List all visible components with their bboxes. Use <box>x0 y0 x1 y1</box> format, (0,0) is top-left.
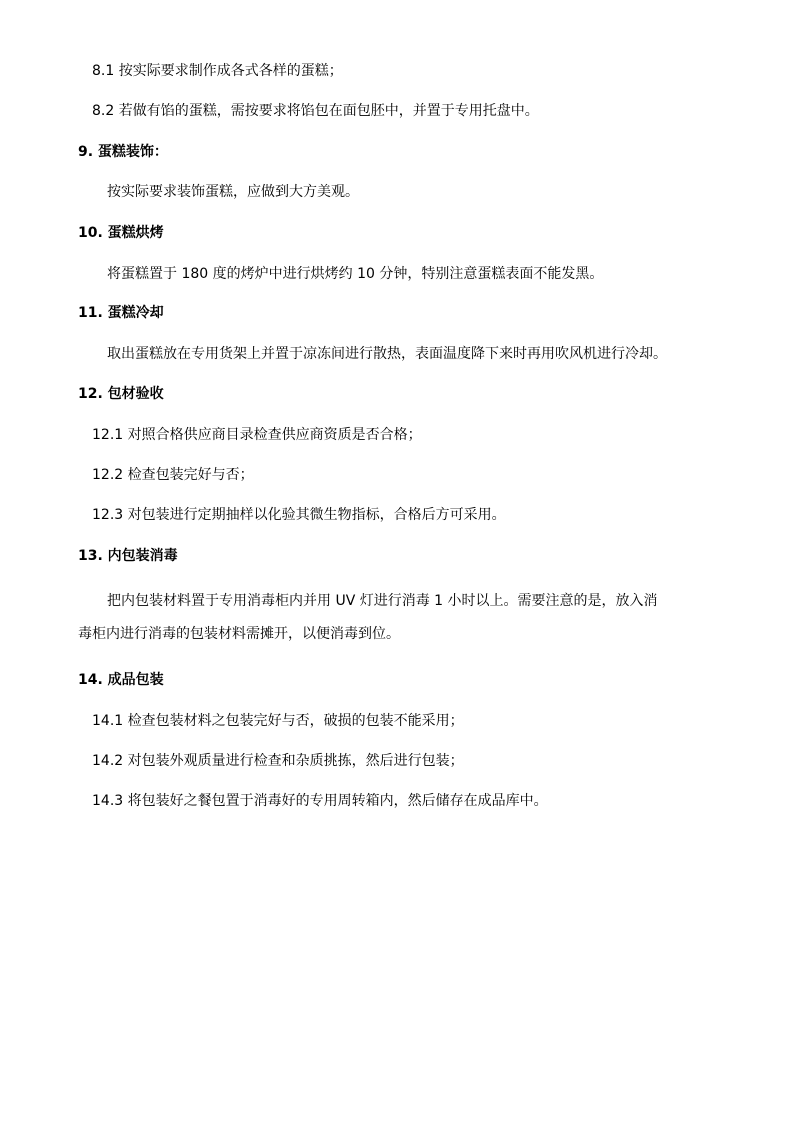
subitem-12-1: 12.1 对照合格供应商目录检查供应商资质是否合格； <box>92 427 422 443</box>
subitem-14-3: 14.3 将包装好之餐包置于消毒好的专用周转箱内，然后储存在成品库中。 <box>92 793 548 809</box>
paragraph-13-line-2: 毒柜内进行消毒的包装材料需摊开，以便消毒到位。 <box>78 626 400 642</box>
paragraph-9: 按实际要求装饰蛋糕，应做到大方美观。 <box>107 184 359 200</box>
section-heading-9: 9. 蛋糕装饰： <box>78 144 168 160</box>
section-heading-10: 10. 蛋糕烘烤 <box>78 225 164 241</box>
subitem-8-2: 8.2 若做有馅的蛋糕，需按要求将馅包在面包胚中，并置于专用托盘中。 <box>92 103 539 119</box>
subitem-14-2: 14.2 对包装外观质量进行检查和杂质挑拣，然后进行包装； <box>92 753 464 769</box>
subitem-12-3: 12.3 对包装进行定期抽样以化验其微生物指标，合格后方可采用。 <box>92 507 506 523</box>
subitem-12-2: 12.2 检查包装完好与否； <box>92 467 254 483</box>
paragraph-11: 取出蛋糕放在专用货架上并置于凉冻间进行散热，表面温度降下来时再用吹风机进行冷却。 <box>107 346 667 362</box>
subitem-8-1: 8.1 按实际要求制作成各式各样的蛋糕； <box>92 63 343 79</box>
section-heading-11: 11. 蛋糕冷却 <box>78 305 164 321</box>
section-heading-12: 12. 包材验收 <box>78 386 164 402</box>
paragraph-10: 将蛋糕置于 180 度的烤炉中进行烘烤约 10 分钟，特别注意蛋糕表面不能发黑。 <box>107 266 604 282</box>
subitem-14-1: 14.1 检查包装材料之包装完好与否，破损的包装不能采用； <box>92 713 464 729</box>
section-heading-14: 14. 成品包装 <box>78 672 164 688</box>
section-heading-13: 13. 内包装消毒 <box>78 548 178 564</box>
paragraph-13-line-1: 把内包装材料置于专用消毒柜内并用 UV 灯进行消毒 1 小时以上。需要注意的是，放入消 <box>107 593 658 609</box>
